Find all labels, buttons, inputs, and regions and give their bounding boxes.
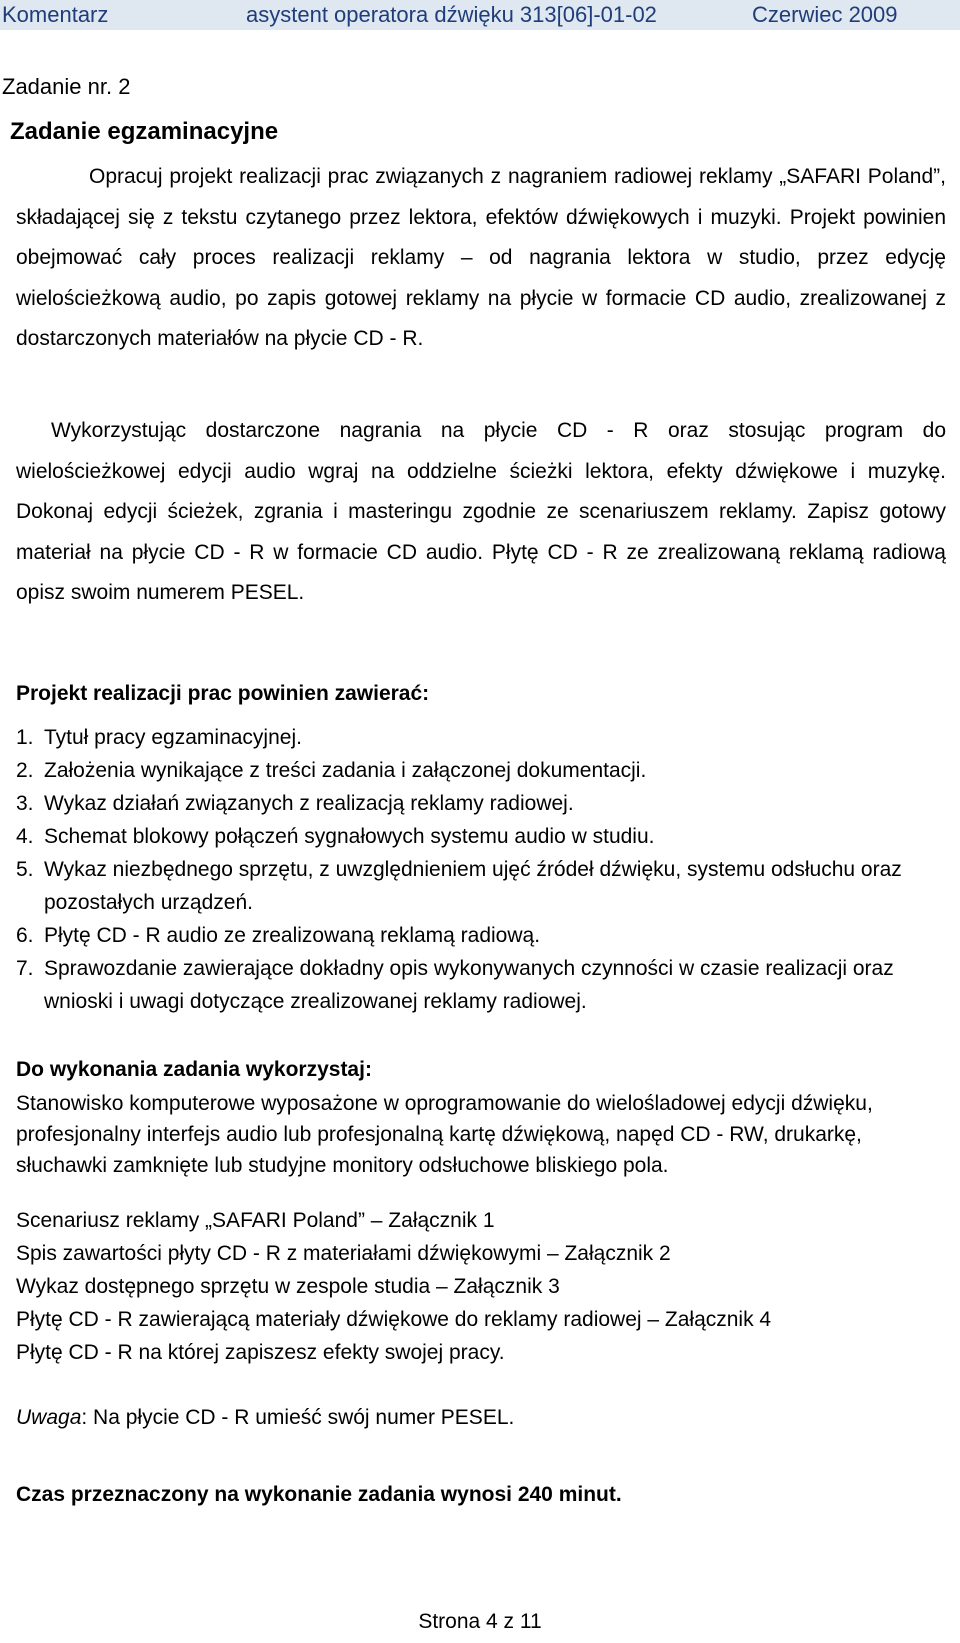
list-item-text: Płytę CD - R audio ze zrealizowaną reklamą radiową. xyxy=(44,924,541,947)
attachment-item: Płytę CD - R na której zapiszesz efekty swojej pracy. xyxy=(16,1341,505,1364)
list-item-number: 2. xyxy=(16,759,34,782)
time-info: Czas przeznaczony na wykonanie zadania wynosi 240 minut. xyxy=(16,1483,622,1506)
attachment-item: Scenariusz reklamy „SAFARI Poland” – Załącznik 1 xyxy=(16,1209,495,1232)
task-description-paragraph: Opracuj projekt realizacji prac związanych z nagraniem radiowej reklamy „SAFARI Poland”, składającej się z tekstu czytanego przez lektora, efektów dźwiękowych i muzyki. Projekt powinien obejmować cały proces realizacji reklamy – od nagrania lektora w studio, przez edycję wielościeżkową audio, po zapis gotowej reklamy na płycie w formacie CD audio, zrealizowanej z dostarczonych materiałów na płycie CD - R. xyxy=(16,165,946,350)
list-item-text: Założenia wynikające z treści zadania i załączonej dokumentacji. xyxy=(44,759,647,782)
tools-description: Stanowisko komputerowe wyposażone w oprogramowanie do wielośladowej edycji dźwięku, profesjonalny interfejs audio lub profesjonalną kartę dźwiękową, napęd CD - RW, drukarkę, słuchawki zamknięte lub studyjne monitory odsłuchowe bliskiego pola. xyxy=(16,1092,873,1177)
list-item-number: 4. xyxy=(16,825,34,848)
list-item-text: Tytuł pracy egzaminacyjnej. xyxy=(44,726,302,749)
list-item-text: Schemat blokowy połączeń sygnałowych systemu audio w studiu. xyxy=(44,825,655,848)
attachments-list xyxy=(16,1204,946,1369)
list-item-number: 7. xyxy=(16,957,34,980)
task-instructions-paragraph: Wykorzystując dostarczone nagrania na płycie CD - R oraz stosując program do wielościeżkowej edycji audio wgraj na oddzielne ścieżki lektora, efekty dźwiękowe i muzykę. Dokonaj edycji ścieżek, zgrania i masteringu zgodnie ze scenariuszem reklamy. Zapisz gotowy materiał na płycie CD - R w formacie CD audio. Płytę CD - R ze zrealizowaną reklamą radiową opisz swoim numerem PESEL. xyxy=(16,419,946,604)
list-item-number: 5. xyxy=(16,858,34,881)
note-text: : Na płycie CD - R umieść swój numer PESEL. xyxy=(81,1406,515,1429)
header-left-text: Komentarz xyxy=(2,2,109,27)
task-number: Zadanie nr. 2 xyxy=(2,74,131,99)
project-requirements-list xyxy=(16,721,946,1018)
tools-section-title: Do wykonania zadania wykorzystaj: xyxy=(16,1058,372,1081)
task-title: Zadanie egzaminacyjne xyxy=(10,118,279,145)
list-item-text: Wykaz niezbędnego sprzętu, z uwzględnieniem ujęć źródeł dźwięku, systemu odsłuchu oraz pozostałych urządzeń. xyxy=(44,858,902,914)
list-item-number: 1. xyxy=(16,726,34,749)
note-label: Uwaga xyxy=(16,1406,82,1429)
attachment-item: Wykaz dostępnego sprzętu w zespole studia – Załącznik 3 xyxy=(16,1275,560,1298)
list-item-number: 3. xyxy=(16,792,34,815)
list-item xyxy=(16,952,946,1018)
list-item-number: 6. xyxy=(16,924,34,947)
list-item xyxy=(16,721,946,754)
list-item xyxy=(16,853,946,919)
attachment-item: Płytę CD - R zawierającą materiały dźwiękowe do reklamy radiowej – Załącznik 4 xyxy=(16,1308,772,1331)
attachment-item: Spis zawartości płyty CD - R z materiałami dźwiękowymi – Załącznik 2 xyxy=(16,1242,671,1265)
list-item xyxy=(16,919,946,952)
page-footer: Strona 4 z 11 xyxy=(418,1610,542,1633)
list-item xyxy=(16,820,946,853)
list-item-text: Sprawozdanie zawierające dokładny opis wykonywanych czynności w czasie realizacji oraz wnioski i uwagi dotyczące zrealizowanej reklamy radiowej. xyxy=(44,957,894,1013)
list-item xyxy=(16,754,946,787)
header-right-text: Czerwiec 2009 xyxy=(752,2,898,27)
page-header xyxy=(0,0,960,30)
header-middle-text: asystent operatora dźwięku 313[06]-01-02 xyxy=(246,2,657,27)
project-section-title: Projekt realizacji prac powinien zawierać: xyxy=(16,682,430,705)
list-item-text: Wykaz działań związanych z realizacją reklamy radiowej. xyxy=(44,792,574,815)
note xyxy=(16,1405,514,1431)
list-item xyxy=(16,787,946,820)
